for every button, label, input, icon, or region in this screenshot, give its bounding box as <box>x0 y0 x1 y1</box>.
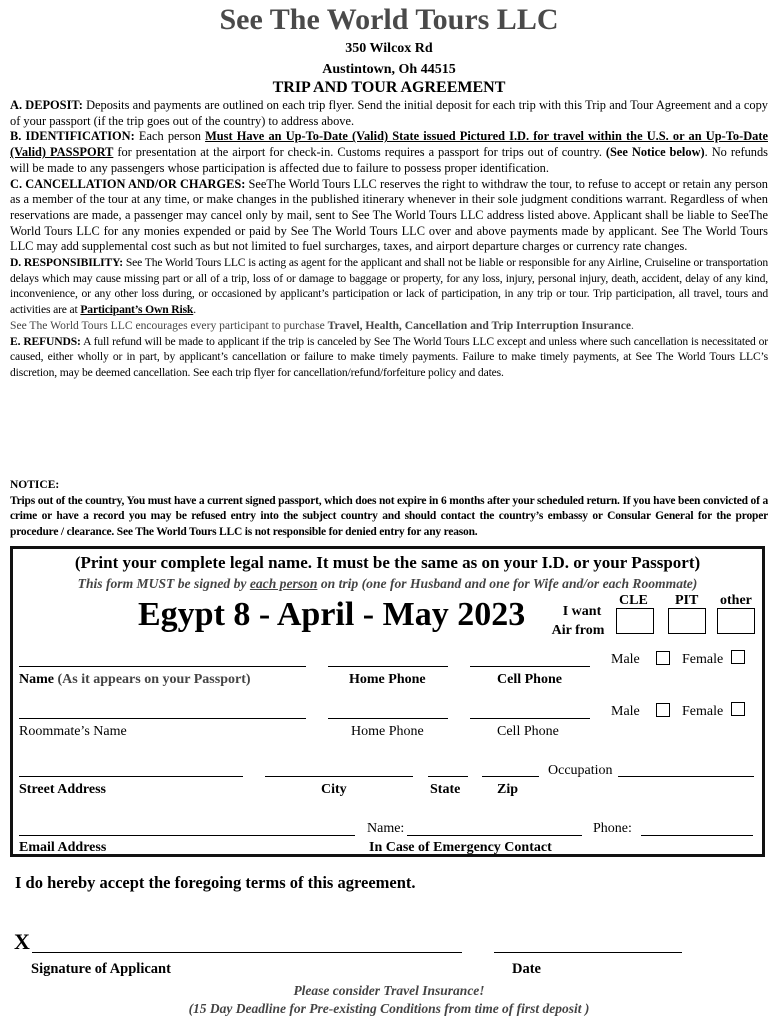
terms-section <box>10 98 768 381</box>
term-deposit: A. DEPOSIT: Deposits and payments are outlined on each trip flyer. Send the initial deposit for each trip with this Trip and Tour Agreement and a copy of your passport (if the trip goes out of the country) to address above. <box>10 98 768 128</box>
city-field[interactable] <box>265 776 413 777</box>
airport-cle-checkbox[interactable] <box>616 608 654 634</box>
street-address: 350 Wilcox Rd <box>345 41 433 56</box>
cell-phone-label: Cell Phone <box>497 672 562 687</box>
city-address: Austintown, Oh 44515 <box>322 62 456 77</box>
female-checkbox[interactable] <box>731 650 745 664</box>
state-field[interactable] <box>428 776 468 777</box>
roommate-male-label: Male <box>611 704 640 719</box>
airport-pit-checkbox[interactable] <box>668 608 706 634</box>
zip-label: Zip <box>497 782 519 797</box>
trip-name: Egypt 8 - April - May 2023 <box>138 596 526 633</box>
city-label: City <box>321 782 347 797</box>
male-checkbox[interactable] <box>656 651 670 665</box>
occupation-field[interactable] <box>618 776 754 777</box>
airport-other-label: other <box>720 593 752 608</box>
roommate-home-phone-label: Home Phone <box>351 724 424 739</box>
term-identification: B. IDENTIFICATION: Each person Must Have an Up-To-Date (Valid) State issued Pictured I.D. for travel within the U.S. or an Up-To-Date (Valid) PASSPORT for presentation at the airport for check-in. Customs requires a passport for trips out of country. (See Notice below). No refunds will be made to any passengers whose participation is affected due to failure to possess proper identification. <box>10 129 768 175</box>
state-label: State <box>430 782 461 797</box>
female-label: Female <box>682 652 724 667</box>
roommate-home-phone-field[interactable] <box>328 718 448 719</box>
date-field[interactable] <box>494 952 682 953</box>
agreement-title: TRIP AND TOUR AGREEMENT <box>272 79 506 96</box>
roommate-male-checkbox[interactable] <box>656 703 670 717</box>
roommate-cell-phone-label: Cell Phone <box>497 724 559 739</box>
airport-other-checkbox[interactable] <box>717 608 755 634</box>
notice-heading: NOTICE: <box>10 479 60 491</box>
insurance-encouragement: See The World Tours LLC encourages every participant to purchase Travel, Health, Cancellation and Trip Interruption Insurance. <box>10 318 634 332</box>
roommate-female-checkbox[interactable] <box>731 702 745 716</box>
name-label: Name (As it appears on your Passport) <box>19 672 251 687</box>
zip-field[interactable] <box>482 776 539 777</box>
emergency-name-label: Name: <box>367 821 405 836</box>
notice-text: Trips out of the country, You must have a current signed passport, which does not expire in 6 months after your scheduled return. If you have been convicted of a crime or have a record you may be refused entry into the subject country and should contact the country’s embassy or Consular General for the proper procedure / clearance. See The World Tours LLC is not responsible for denied entry for any reason. <box>10 494 768 538</box>
notice-section <box>10 478 768 540</box>
signature-x-mark: X <box>14 929 30 954</box>
email-field[interactable] <box>19 835 355 836</box>
insurance-note: Please consider Travel Insurance! <box>293 983 485 998</box>
want-label: I want <box>562 604 602 619</box>
roommate-name-label: Roommate’s Name <box>19 724 127 739</box>
occupation-label: Occupation <box>548 763 613 778</box>
term-responsibility: D. RESPONSIBILITY: See The World Tours LLC is acting as agent for the applicant and shall not be liable or responsible for any Airline, Cruiseline or transportation delays which may cause missing part or all of a trip, loss of or damage to baggage or property, for any loss, injury, personal injury, death, accident, delay of any kind, inconvenience, or any other loss during, or occasioned by applicant’s participation or lack of participation, in any trip or tour. Trip participation, all travel, tours and activities are at Participant’s Own Risk. <box>10 256 768 317</box>
emergency-phone-field[interactable] <box>641 835 753 836</box>
term-cancellation: C. CANCELLATION AND/OR CHARGES: SeeThe World Tours LLC reserves the right to withdraw the tour, to refuse to accept or retain any person as a member of the tour at any time, or make changes in the published itinerary whenever in their sole judgment conditions warrant. Regardless of when reservations are made, a passenger may cancel only by mail, sent to See The World Tours LLC address listed above. Applicant shall be liable to SeeThe World Tours LLC for any monies expended or paid by See The World Tours LLC over and above payments made by applicant. See The World Tours LLC may add supplemental cost such as but not limited to fuel surcharges, taxes, and airport departure charges or currency rate changes. <box>10 176 769 254</box>
roommate-female-label: Female <box>682 704 724 719</box>
cell-phone-field[interactable] <box>470 666 590 667</box>
emergency-phone-label: Phone: <box>593 821 632 836</box>
name-field[interactable] <box>19 666 306 667</box>
airport-cle-label: CLE <box>619 593 648 608</box>
street-address-label: Street Address <box>19 782 106 797</box>
emergency-contact-label: In Case of Emergency Contact <box>369 840 552 855</box>
male-label: Male <box>611 652 640 667</box>
deadline-note: (15 Day Deadline for Pre-existing Conditions from time of first deposit ) <box>188 1001 590 1016</box>
acceptance-statement: I do hereby accept the foregoing terms of this agreement. <box>15 873 416 892</box>
roommate-cell-phone-field[interactable] <box>470 718 590 719</box>
registration-form <box>10 546 765 857</box>
air-from-label: Air from <box>551 623 605 638</box>
roommate-name-field[interactable] <box>19 718 306 719</box>
print-name-note: (Print your complete legal name. It must be the same as on your I.D. or your Passport) <box>74 553 701 572</box>
signature-field[interactable] <box>32 952 462 953</box>
company-title: See The World Tours LLC <box>219 3 559 36</box>
home-phone-field[interactable] <box>328 666 448 667</box>
emergency-name-field[interactable] <box>407 835 582 836</box>
email-label: Email Address <box>19 840 107 855</box>
sign-note: This form MUST be signed by each person on trip (one for Husband and one for Wife and/or each Roommate) <box>77 576 698 591</box>
signature-label: Signature of Applicant <box>31 961 171 977</box>
street-address-field[interactable] <box>19 776 243 777</box>
airport-pit-label: PIT <box>675 593 699 608</box>
term-refunds: E. REFUNDS: A full refund will be made to applicant if the trip is canceled by See The World Tours LLC except and unless where such cancellation is necessitated or caused, either wholly or in part, by applicant’s cancellation or failure to make timely payments. Failure to make timely payments, at See The World Tours LLC’s discretion, may be deemed cancellation. See each trip flyer for cancellation/refund/forfeiture policy and dates. <box>10 334 768 379</box>
home-phone-label: Home Phone <box>349 672 426 687</box>
date-label: Date <box>512 961 541 977</box>
